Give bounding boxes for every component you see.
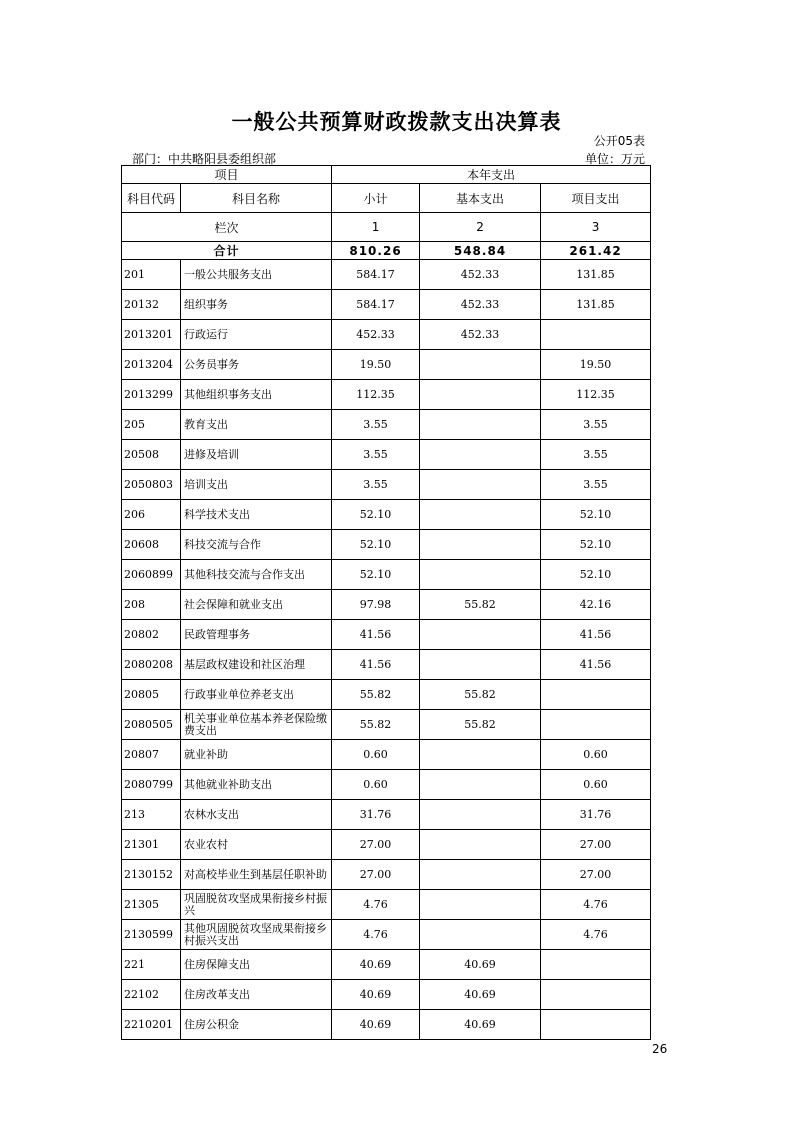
table-row [122,260,651,290]
table-row [122,830,651,860]
row-project [541,710,651,740]
row-subtotal: 4.76 [332,890,420,920]
row-code: 206 [122,500,181,530]
table-row [122,620,651,650]
row-name: 公务员事务 [181,350,332,380]
table-row [122,680,651,710]
row-project: 0.60 [541,740,651,770]
row-basic [420,620,541,650]
total-subtotal: 810.26 [332,242,420,260]
row-name: 一般公共服务支出 [181,260,332,290]
row-code: 2130152 [122,860,181,890]
header-row-1 [122,166,651,184]
row-project: 3.55 [541,410,651,440]
row-name: 其他就业补助支出 [181,770,332,800]
row-name: 进修及培训 [181,440,332,470]
row-basic [420,890,541,920]
table-row [122,410,651,440]
row-project: 42.16 [541,590,651,620]
row-name: 农林水支出 [181,800,332,830]
row-code: 20805 [122,680,181,710]
row-project: 131.85 [541,260,651,290]
row-subtotal: 41.56 [332,620,420,650]
total-label: 合计 [122,242,332,260]
total-basic: 548.84 [420,242,541,260]
row-code: 20807 [122,740,181,770]
row-basic [420,800,541,830]
row-subtotal: 52.10 [332,500,420,530]
row-name: 行政事业单位养老支出 [181,680,332,710]
table-row [122,380,651,410]
table-row [122,590,651,620]
row-name: 住房公积金 [181,1010,332,1040]
header-subtotal: 小计 [332,184,420,213]
row-code: 2080208 [122,650,181,680]
row-project: 4.76 [541,890,651,920]
row-name: 培训支出 [181,470,332,500]
page-title: 一般公共预算财政拨款支出决算表 [231,110,562,134]
row-code: 2080799 [122,770,181,800]
row-code: 20802 [122,620,181,650]
unit-label: 单位：万元 [584,152,645,166]
table-row [122,440,651,470]
form-number: 公开05表 [593,134,645,148]
row-code: 205 [122,410,181,440]
table-row [122,320,651,350]
row-basic: 452.33 [420,320,541,350]
row-basic: 55.82 [420,710,541,740]
table-row [122,1010,651,1040]
row-subtotal: 3.55 [332,440,420,470]
row-basic [420,650,541,680]
row-project: 3.55 [541,470,651,500]
row-project [541,1010,651,1040]
row-name: 就业补助 [181,740,332,770]
row-code: 21305 [122,890,181,920]
row-name: 其他巩固脱贫攻坚成果衔接乡村振兴支出 [181,920,332,950]
row-basic [420,500,541,530]
row-subtotal: 97.98 [332,590,420,620]
row-name: 教育支出 [181,410,332,440]
row-project: 41.56 [541,620,651,650]
row-subtotal: 31.76 [332,800,420,830]
table-row [122,770,651,800]
row-project [541,320,651,350]
row-code: 2130599 [122,920,181,950]
row-name: 基层政权建设和社区治理 [181,650,332,680]
expenditure-table [121,165,651,1040]
row-code: 208 [122,590,181,620]
row-code: 20508 [122,440,181,470]
row-subtotal: 3.55 [332,470,420,500]
row-name: 科学技术支出 [181,500,332,530]
row-project: 52.10 [541,500,651,530]
row-project: 0.60 [541,770,651,800]
row-name: 住房改革支出 [181,980,332,1010]
row-project: 19.50 [541,350,651,380]
table-row [122,470,651,500]
row-subtotal: 112.35 [332,380,420,410]
row-subtotal: 52.10 [332,560,420,590]
row-name: 社会保障和就业支出 [181,590,332,620]
header-row-index [122,213,651,242]
row-project: 131.85 [541,290,651,320]
row-name: 巩固脱贫攻坚成果衔接乡村振兴 [181,890,332,920]
row-code: 20608 [122,530,181,560]
row-basic [420,770,541,800]
row-project: 52.10 [541,530,651,560]
row-project [541,680,651,710]
row-code: 2080505 [122,710,181,740]
header-code: 科目代码 [122,184,181,213]
row-code: 221 [122,950,181,980]
row-basic [420,860,541,890]
table-row [122,560,651,590]
row-name: 行政运行 [181,320,332,350]
row-subtotal: 40.69 [332,1010,420,1040]
row-name: 科技交流与合作 [181,530,332,560]
row-code: 2210201 [122,1010,181,1040]
table-row [122,500,651,530]
row-subtotal: 0.60 [332,740,420,770]
row-name: 民政管理事务 [181,620,332,650]
row-subtotal: 584.17 [332,260,420,290]
row-basic: 55.82 [420,590,541,620]
row-subtotal: 584.17 [332,290,420,320]
row-project: 112.35 [541,380,651,410]
row-subtotal: 27.00 [332,830,420,860]
row-code: 2013201 [122,320,181,350]
row-subtotal: 4.76 [332,920,420,950]
row-basic [420,470,541,500]
total-project: 261.42 [541,242,651,260]
page-number: 26 [652,1042,668,1056]
row-code: 2013204 [122,350,181,380]
header-col2: 2 [420,213,541,242]
row-code: 2060899 [122,560,181,590]
header-column-index-label: 栏次 [122,213,332,242]
row-basic [420,920,541,950]
header-col1: 1 [332,213,420,242]
row-project [541,950,651,980]
row-basic [420,560,541,590]
row-subtotal: 3.55 [332,410,420,440]
row-subtotal: 40.69 [332,980,420,1010]
table-row [122,710,651,740]
row-subtotal: 19.50 [332,350,420,380]
row-basic [420,350,541,380]
row-code: 22102 [122,980,181,1010]
row-subtotal: 452.33 [332,320,420,350]
header-basic: 基本支出 [420,184,541,213]
row-name: 农业农村 [181,830,332,860]
row-basic [420,830,541,860]
row-project [541,980,651,1010]
table-row [122,860,651,890]
table-row [122,530,651,560]
row-subtotal: 55.82 [332,710,420,740]
header-row-2 [122,184,651,213]
row-basic [420,410,541,440]
table-row [122,950,651,980]
row-basic [420,380,541,410]
row-subtotal: 52.10 [332,530,420,560]
header-item: 项目 [122,166,332,184]
row-name: 对高校毕业生到基层任职补助 [181,860,332,890]
row-project: 27.00 [541,830,651,860]
header-project: 项目支出 [541,184,651,213]
table-row [122,740,651,770]
row-name: 其他科技交流与合作支出 [181,560,332,590]
row-code: 201 [122,260,181,290]
row-project: 4.76 [541,920,651,950]
row-subtotal: 55.82 [332,680,420,710]
row-project: 27.00 [541,860,651,890]
table-row [122,800,651,830]
row-basic [420,740,541,770]
total-row [122,242,651,260]
row-project: 3.55 [541,440,651,470]
row-subtotal: 0.60 [332,770,420,800]
row-project: 31.76 [541,800,651,830]
table-row [122,290,651,320]
table-row [122,350,651,380]
table-row [122,890,651,920]
row-basic: 40.69 [420,1010,541,1040]
row-name: 机关事业单位基本养老保险缴费支出 [181,710,332,740]
header-col3: 3 [541,213,651,242]
table-row [122,980,651,1010]
row-code: 2050803 [122,470,181,500]
row-basic: 452.33 [420,260,541,290]
row-name: 住房保障支出 [181,950,332,980]
header-current-year: 本年支出 [332,166,651,184]
row-name: 组织事务 [181,290,332,320]
row-subtotal: 27.00 [332,860,420,890]
row-basic [420,440,541,470]
department-label: 部门：中共略阳县委组织部 [132,152,277,166]
row-basic: 40.69 [420,980,541,1010]
row-subtotal: 41.56 [332,650,420,680]
row-code: 213 [122,800,181,830]
table-row [122,650,651,680]
row-project: 52.10 [541,560,651,590]
row-code: 21301 [122,830,181,860]
row-basic [420,530,541,560]
header-name: 科目名称 [181,184,332,213]
row-basic: 40.69 [420,950,541,980]
row-subtotal: 40.69 [332,950,420,980]
table-row [122,920,651,950]
row-name: 其他组织事务支出 [181,380,332,410]
row-code: 2013299 [122,380,181,410]
row-basic: 55.82 [420,680,541,710]
row-project: 41.56 [541,650,651,680]
row-basic: 452.33 [420,290,541,320]
row-code: 20132 [122,290,181,320]
